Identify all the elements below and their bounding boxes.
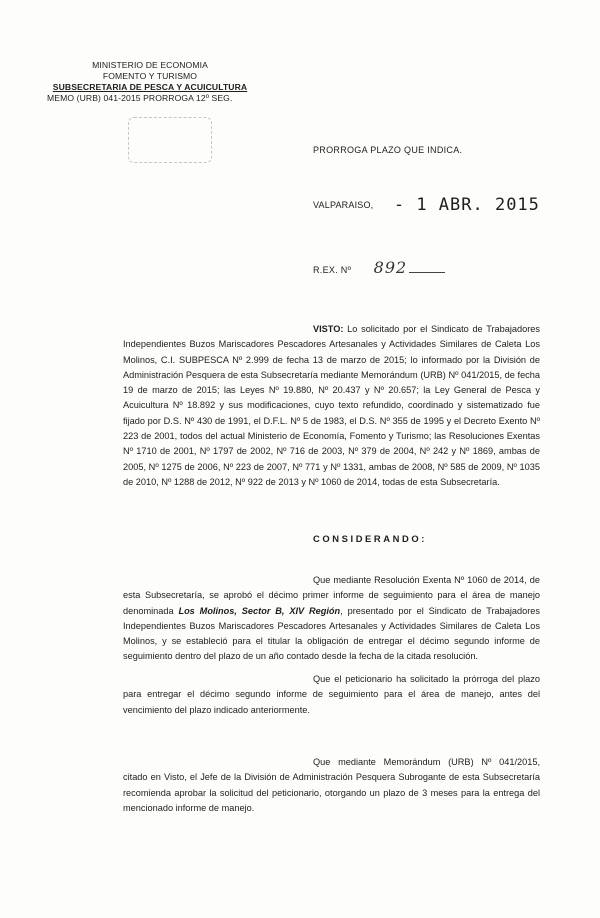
visto-paragraph (123, 322, 540, 490)
subsecretariat-name: SUBSECRETARIA DE PESCA Y ACUICULTURA (52, 82, 248, 92)
date-stamp: - 1 ABR. 2015 (393, 195, 540, 215)
considerando-paragraph-3: Que mediante Memorándum (URB) Nº 041/2015, citado en Visto, el Jefe de la División de Administración Pesquera Subrogante de esta Subsecretaría recomienda aprobar la solicitud del peticionario, otorgando un plazo de 3 meses para la entrega del mencionado informe de manejo. (123, 757, 540, 813)
paragraph-text: Que mediante Resolución Exenta Nº 1060 de 2014, de esta Subsecretaría, se aprobó el décimo primer informe de seguimiento para el área de manejo denominada (123, 575, 540, 616)
letterhead (47, 60, 250, 104)
visto-label: VISTO: (313, 324, 344, 334)
visto-text: Lo solicitado por el Sindicato de Trabajadores Independientes Buzos Mariscadores Pescadores Artesanales y Actividades Similares de Caleta Los Molinos, C.I. SUBPESCA Nº 2.999 de fecha 13 de marzo de 2015; lo informado por la División de Administración Pesquera de esta Subsecretaría mediante Memorándum (URB) Nº 041/2015, de fecha 19 de marzo de 2015; las Leyes Nº 19.880, Nº 20.437 y Nº 20.657; la Ley General de Pesca y Acuicultura Nº 18.892 y sus modificaciones, cuyo texto refundido, coordinado y sistematizado fue fijado por D.S. Nº 430 de 1991, el D.F.L. Nº 5 de 1983, el D.S. Nº 355 de 1995 y el Decreto Exento Nº 223 de 2001, todos del actual Ministerio de Economía, Fomento y Turismo; las Resoluciones Exentas Nº 1710 de 2001, Nº 1797 de 2002, Nº 716 de 2003, Nº 379 de 2004, Nº 242 y Nº 1869, ambas de 2005, Nº 1275 de 2006, Nº 223 de 2007, Nº 771 y Nº 1331, ambas de 2008, Nº 585 de 2009, Nº 1035 de 2010, Nº 1288 de 2012, Nº 922 de 2013 y Nº 1060 de 2014, todas de esta Subsecretaría. (123, 324, 540, 487)
memo-reference: MEMO (URB) 041-2015 PRORROGA 12º SEG. (47, 93, 233, 103)
ministry-subtitle: FOMENTO Y TURISMO (102, 71, 198, 81)
resolution-number-line (313, 258, 445, 278)
date-line (313, 195, 540, 215)
place-label: VALPARAISO, (313, 200, 374, 210)
paragraph-text: , presentado por el Sindicato de Trabajadores Independientes Buzos Mariscadores Pescadores Artesanales y Actividades Similares de Caleta Los Molinos, y se estableció para el titular la obligación de entregar el décimo segundo informe de seguimiento dentro del plazo de un año contado desde la fecha de la citada resolución. (123, 605, 541, 662)
area-name: Los Molinos, Sector B, XIV Región (178, 605, 341, 616)
faded-stamp (128, 117, 212, 163)
document-subject: PRORROGA PLAZO QUE INDICA. (313, 145, 463, 155)
considerando-paragraph-2: Que el peticionario ha solicitado la prórroga del plazo para entregar el décimo segundo informe de seguimiento para el área de manejo, antes del vencimiento del plazo indicado anteriormente. (123, 674, 540, 715)
ministry-name: MINISTERIO DE ECONOMIA (92, 60, 208, 70)
considerando-paragraph-1 (123, 573, 540, 665)
resolution-number: 892 (373, 258, 408, 277)
considerando-heading: CONSIDERANDO: (313, 533, 428, 544)
resolution-label: R.EX. Nº (313, 265, 352, 275)
signature-underline (409, 272, 445, 273)
